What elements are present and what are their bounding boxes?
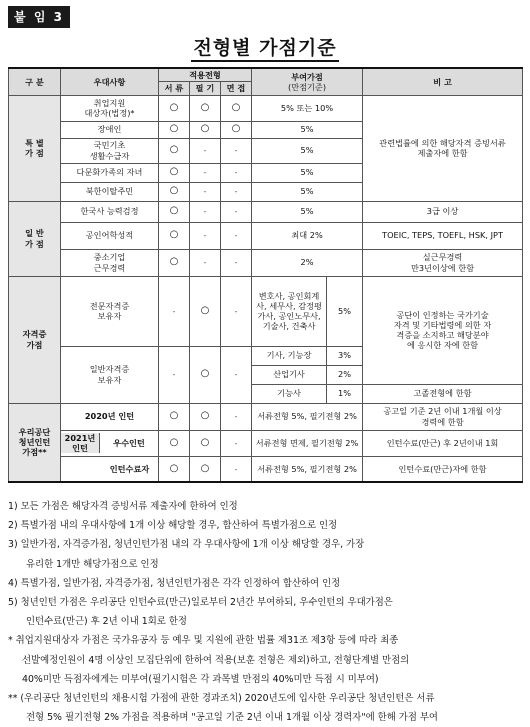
- header-interview: 면 접: [221, 82, 252, 95]
- bonus-criteria-table: [8, 67, 523, 483]
- intern-2021-label: 2021년 인턴: [61, 433, 100, 454]
- table-row: 인턴수료자 ○ ○ - 서류전형 5%, 필기전형 2% 인턴수료(만근)자에 한함: [9, 456, 523, 482]
- header-preference: 우대사항: [61, 68, 159, 95]
- table-row: 국민기초 생활수급자 ○ - - 5%: [9, 138, 523, 163]
- table-row: 다문화가족의 자녀 ○ - - 5%: [9, 163, 523, 182]
- license-note: 공단이 인정하는 국가기술자격 및 기타법령에 의한 자격증을 소지하고 해당분야에 응시한 자에 한함: [363, 276, 523, 384]
- table-row: 기능사 1% 고졸전형에 한함: [9, 384, 523, 403]
- footnotes: [8, 497, 522, 727]
- note-line: 5) 청년인턴 가점은 우리공단 인턴수료(만근)일로부터 2년간 부여하되, 우수인턴의 우대가점은: [8, 597, 393, 609]
- category-intern: 우리공단 청년인턴 가점**: [9, 403, 61, 482]
- note-line: ** (우리공단 청년인턴의 채용시험 가점에 관한 경과조치) 2020년도에 입사한 우리공단 청년인턴은 서류: [8, 693, 435, 705]
- header-written: 필 기: [190, 82, 221, 95]
- header-category: 구 분: [9, 68, 61, 95]
- table-row: 2021년 인턴 우수인턴 ○ ○ - 서류전형 면제, 필기전형 2% 인턴수료(만근) 후 2년이내 1회: [9, 430, 523, 456]
- table-row: 공인어학성적 ○ - - 최대 2% TOEIC, TEPS, TOEFL, HSK, JPT: [9, 222, 523, 249]
- category-license: 자격증 가점: [9, 276, 61, 403]
- note-line: 40%미만 득점자에게는 미부여(필기시험은 각 과목별 만점의 40%미만 득점 시 미부여): [22, 673, 379, 685]
- header-document: 서 류: [159, 82, 190, 95]
- note-line: * 취업지원대상자 가점은 국가유공자 등 예우 및 지원에 관한 법률 제31조 제3항 등에 따라 최종: [8, 635, 399, 647]
- table-row: 자격증 가점 전문자격증 보유자 - ○ - 변호사, 공인회계사, 세무사, 감정평가사, 공인노무사, 기술사, 건축사 5% 공단이 인정하는 국가기술자격 및 기타법령에 의한 자격증을 소지하고 해당분야에 응시한 자에 한함: [9, 276, 523, 346]
- header-note: 비 고: [363, 68, 523, 95]
- table-row: 특 별 가 점 취업지원 대상자(법정)* ○ ○ ○ 5% 또는 10% 관련법률에 의한 해당자격 증빙서류 제출자에 한함: [9, 95, 523, 121]
- note-line: 유리한 1개만 해당가점으로 인정: [26, 558, 159, 570]
- category-special: 특 별 가 점: [9, 95, 61, 201]
- note-line: 4) 특별가점, 일반가점, 자격증가점, 청년인턴가점은 각각 인정하여 합산하여 인정: [8, 577, 341, 589]
- header-applied-stage: 적용전형: [159, 68, 252, 82]
- table-row: 북한이탈주민 ○ - - 5%: [9, 182, 523, 201]
- header-points: 부여가점 (만점기준): [252, 68, 363, 95]
- note-line: 인턴수료(만근) 후 2년 이내 1회로 한정: [26, 616, 187, 628]
- attachment-tag: 붙 임 3: [8, 6, 70, 28]
- table-row: 일 반 가 점 한국사 능력검정 ○ - - 5% 3급 이상: [9, 201, 523, 222]
- category-general: 일 반 가 점: [9, 201, 61, 276]
- table-row: 우리공단 청년인턴 가점** 2020년 인턴 ○ ○ - 서류전형 5%, 필기전형 2% 공고일 기준 2년 이내 1개월 이상 경력에 한함: [9, 403, 523, 430]
- note-line: 전형 5% 필기전형 2% 가점을 적용하며 "공고일 기준 2년 이내 1개월 이상 경력자"에 한해 가점 부여: [26, 712, 438, 724]
- note-line: 1) 모든 가점은 해당자격 증빙서류 제출자에 한하여 인정: [8, 501, 238, 512]
- note-line: 3) 일반가점, 자격증가점, 청년인턴가점 내의 각 우대사항에 1개 이상 해당할 경우, 가장: [8, 539, 365, 551]
- note-line: 2) 특별가점 내의 우대사항에 1개 이상 해당할 경우, 합산하여 특별가점으로 인정: [8, 520, 338, 532]
- table-row: 산업기사 2%: [9, 365, 523, 384]
- page-title: 전형별 가점기준: [0, 33, 530, 60]
- table-row: 중소기업 근무경력 ○ - - 2% 실근무경력 만3년이상에 한함: [9, 249, 523, 276]
- special-note: 관련법률에 의한 해당자격 증빙서류 제출자에 한함: [363, 95, 523, 201]
- table-row: 장애인 ○ ○ ○ 5%: [9, 121, 523, 138]
- table-row: 일반자격증 보유자 - ○ - 기사, 기능장 3%: [9, 346, 523, 365]
- note-line: 선발예정인원이 4명 이상인 모집단위에 한하여 적용(보훈 전형은 제외)하고, 전형단계별 만점의: [22, 654, 410, 666]
